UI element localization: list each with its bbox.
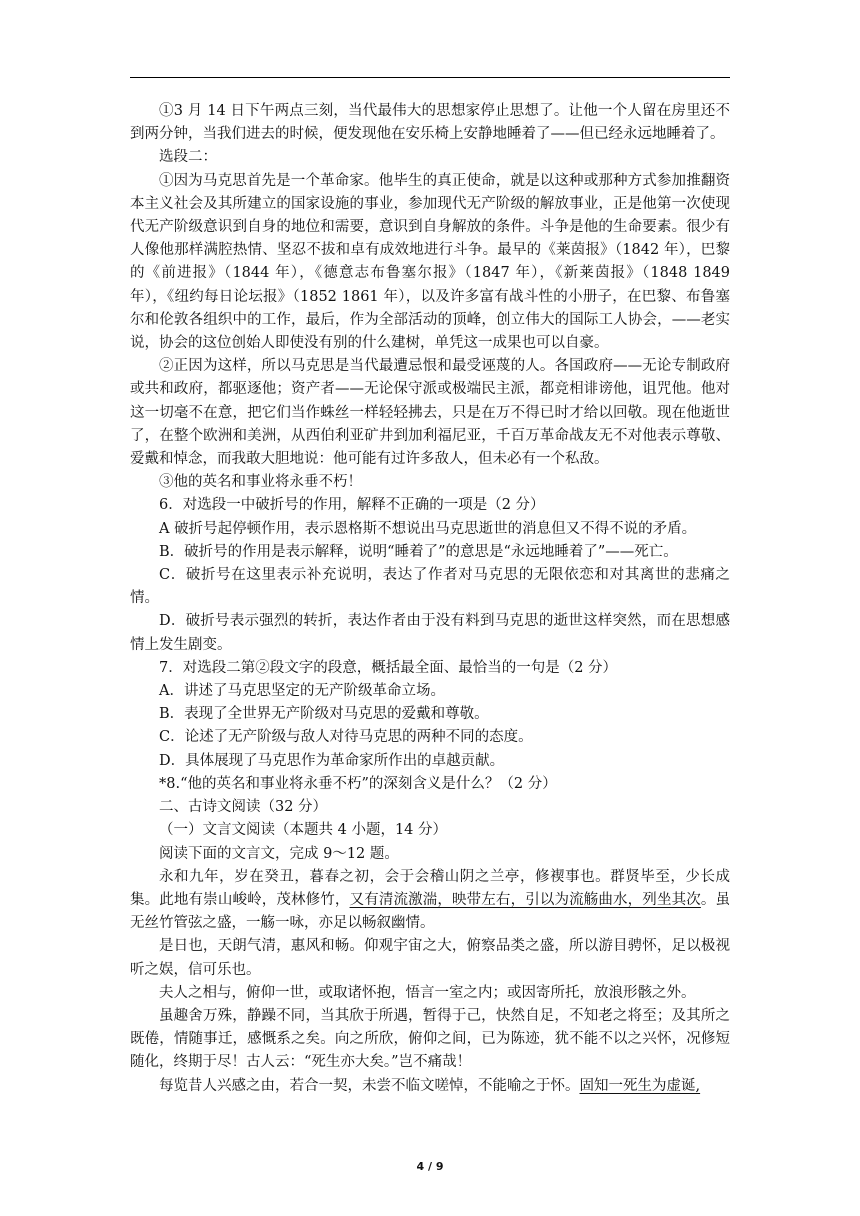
paragraph-2-1: ①因为马克思首先是一个革命家。他毕生的真正使命，就是以这种或那种方式参加推翻资本主义社会及其所建立的国家设施的事业，参加现代无产阶级的解放事业，正是他第一次使现代无产阶级意识到自身的地位和需要，意识到自身解放的条件。斗争是他的生命要素。很少有人像他那样满腔热情、坚忍不拔和卓有成效地进行斗争。最早的《莱茵报》（1842 年），巴黎的《前进报》（1844 年），《德意志布鲁塞尔报》（1847 年），《新莱茵报》（1848 1849 年），《纽约每日论坛报》（1852 1861 年），以及许多富有战斗性的小册子，在巴黎、布鲁塞尔和伦敦各组织中的工作，最后，作为全部活动的顶峰，创立伟大的国际工人协会，——老实说，协会的这位创始人即使没有别的什么建树，单凭这一成果也可以自豪。 [130,172,730,352]
subsection-heading: （一）文言文阅读（本题共 4 小题，14 分） [159,822,448,839]
passage-5-text-a: 每览昔人兴感之由，若合一契，未尝不临文嗟悼，不能喻之于怀。 [159,1077,580,1094]
classical-passage-4: 虽趣舍万殊，静躁不同，当其欣于所遇，暂得于己，快然自足，不知老之将至；及其所之既倦，情随事迁，感慨系之矣。向之所欣，俯仰之间，已为陈迹，犹不能不以之兴怀，况修短随化，终期于尽！古人云：“死生亦大矣。”岂不痛哉！ [130,1007,730,1071]
reading-instruction: 阅读下面的文言文，完成 9～12 题。 [159,845,399,862]
section-label: 选段二： [159,149,217,166]
q7-option-b: B．表现了全世界无产阶级对马克思的爱戴和尊敬。 [159,706,489,723]
section-heading-2: 二、古诗文阅读（32 分） [159,799,328,816]
question-8: *8.“他的英名和事业将永垂不朽”的深刻含义是什么？（2 分） [159,775,557,792]
q7-option-a: A．讲述了马克思坚定的无产阶级革命立场。 [159,683,445,700]
classical-passage-2: 是日也，天朗气清，惠风和畅。仰观宇宙之大，俯察品类之盛，所以游目骋怀，足以极视听之娱，信可乐也。 [130,938,730,978]
classical-passage-5 [130,1075,730,1098]
passage-1-text-b: 。虽无丝竹管弦之盛，一觞一咏，亦足以畅叙幽情。 [130,891,731,932]
q6-option-b: B．破折号的作用是表示解释，说明“睡着了”的意思是“永远地睡着了”——死亡。 [159,543,678,560]
underlined-sentence-1: 又有清流激湍，映带左右，引以为流觞曲水，列坐其次 [349,891,701,908]
classical-passage-1 [130,866,730,936]
paragraph-1: ①3 月 14 日下午两点三刻，当代最伟大的思想家停止思想了。让他一个人留在房里还不到两分钟，当我们进去的时候，便发现他在安乐椅上安静地睡着了——但已经永远地睡着了。 [130,103,730,143]
q7-option-d: D．具体展现了马克思作为革命家所作出的卓越贡献。 [159,752,505,769]
q7-option-c: C．论述了无产阶级与敌人对待马克思的两种不同的态度。 [159,729,533,746]
classical-passage-3: 夫人之相与，俯仰一世，或取诸怀抱，悟言一室之内；或因寄所托，放浪形骸之外。 [159,984,696,1001]
passage-1-text-a: 永和九年，岁在癸丑，暮春之初，会于会稽山阴之兰亭，修褉事也。群贤毕至，少长成集。此地有崇山峻岭，茂林修竹， [130,868,730,908]
question-7: 7．对选段二第②段文字的段意，概括最全面、最恰当的一句是（2 分） [159,659,618,676]
q6-option-c: C．破折号在这里表示补充说明，表达了作者对马克思的无限依恋和对其离世的悲痛之情。 [130,567,730,607]
q6-option-d: D．破折号表示强烈的转折，表达作者由于没有料到马克思的逝世这样突然，而在思想感情上发生剧变。 [130,613,730,653]
paragraph-2-3: ③他的英名和事业将永垂不朽！ [159,474,362,491]
q6-option-a: A 破折号起停顿作用，表示恩格斯不想说出马克思逝世的消息但又不得不说的矛盾。 [159,520,697,537]
header-rule [130,77,730,78]
underlined-sentence-2: 固知一死生为虚诞, [579,1077,701,1094]
paragraph-2-2: ②正因为这样，所以马克思是当代最遭忌恨和最受诬蔑的人。各国政府——无论专制政府或共和政府，都驱逐他；资产者——无论保守派或极端民主派，都竞相诽谤他，诅咒他。他对这一切毫不在意，把它们当作蛛丝一样轻轻拂去，只是在万不得已时才给以回敬。现在他逝世了，在整个欧洲和美洲，从西伯利亚矿井到加利福尼亚，千百万革命战友无不对他表示尊敬、爱戴和悼念，而我敢大胆地说：他可能有过许多敌人，但未必有一个私敌。 [130,358,730,468]
question-6: 6．对选段一中破折号的作用，解释不正确的一项是（2 分） [159,497,545,514]
document-body [130,100,730,1098]
page-number: 4 / 9 [416,1160,444,1173]
